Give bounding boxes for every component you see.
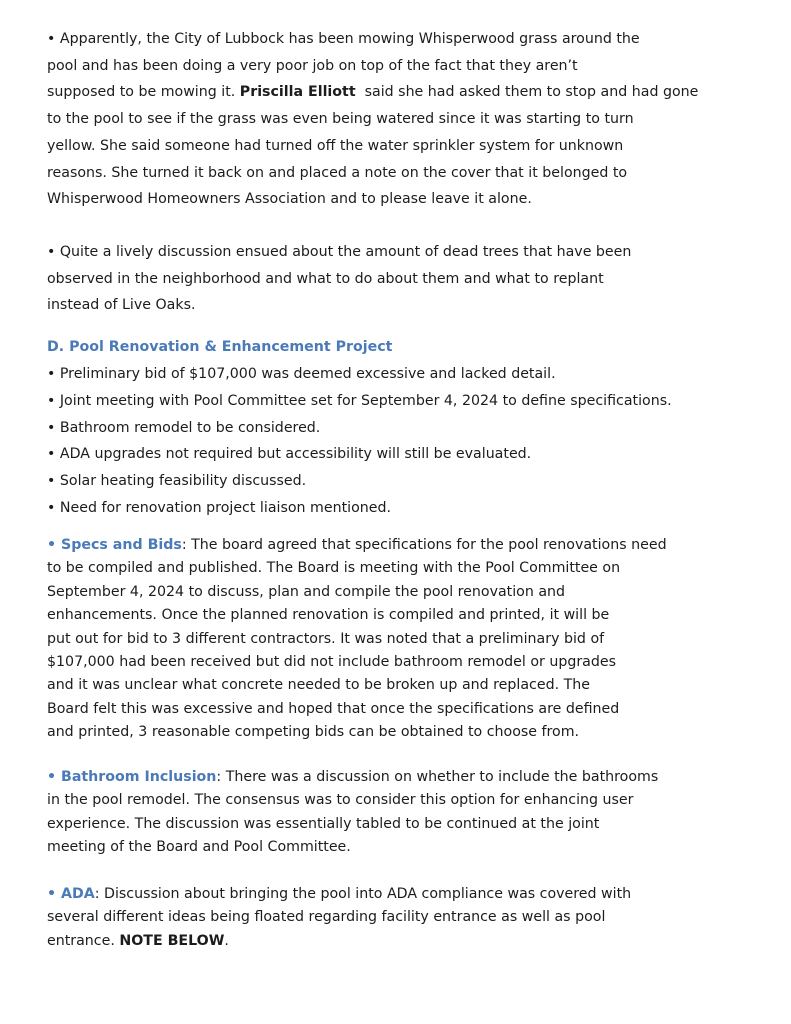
text-line: reasons. She turned it back on and placed a note on the cover that it belonged to bbox=[47, 164, 628, 181]
list-item: • Bathroom remodel to be considered. bbox=[47, 419, 321, 436]
text-line bbox=[47, 930, 631, 953]
text-line: • Apparently, the City of Lubbock has been mowing Whisperwood grass around the bbox=[47, 31, 640, 47]
text-line bbox=[47, 79, 698, 106]
trees-paragraph bbox=[47, 239, 631, 319]
text-line: September 4, 2024 to discuss, plan and compile the pool renovation and bbox=[47, 583, 566, 600]
text-line: and it was unclear what concrete needed to be broken up and replaced. The bbox=[47, 677, 590, 694]
text-line: meeting of the Board and Pool Committee. bbox=[47, 839, 351, 856]
person-name: Priscilla Elliott bbox=[239, 84, 356, 101]
text-run: : Discussion about bringing the pool into ADA compliance was covered with bbox=[94, 886, 632, 902]
text-line: Whisperwood Homeowners Association and to please leave it alone. bbox=[47, 191, 532, 208]
text-line bbox=[47, 883, 631, 906]
text-run: . bbox=[224, 932, 229, 949]
text-line: • Quite a lively discussion ensued about the amount of dead trees that have been bbox=[47, 244, 632, 260]
text-line: yellow. She said someone had turned off the water sprinkler system for unknown bbox=[47, 137, 624, 154]
text-line: Board felt this was excessive and hoped that once the specifications are defined bbox=[47, 700, 620, 717]
list-item: • ADA upgrades not required but accessibility will still be evaluated. bbox=[47, 446, 532, 463]
text-run: : The board agreed that specifications for the pool renovations need bbox=[181, 537, 667, 553]
text-line: to be compiled and published. The Board is meeting with the Pool Committee on bbox=[47, 560, 621, 577]
text-line: pool and has been doing a very poor job on top of the fact that they aren’t bbox=[47, 57, 578, 74]
text-line: several different ideas being floated regarding facility entrance as well as pool bbox=[47, 909, 606, 926]
bathroom-paragraph bbox=[47, 766, 658, 860]
mowing-paragraph bbox=[47, 26, 698, 213]
note-below: NOTE BELOW bbox=[119, 932, 225, 949]
text-line: and printed, 3 reasonable competing bids can be obtained to choose from. bbox=[47, 724, 580, 741]
ada-label: • ADA bbox=[47, 886, 95, 902]
text-line: put out for bid to 3 different contractors. It was noted that a preliminary bid of bbox=[47, 630, 605, 647]
text-line bbox=[47, 766, 658, 789]
text-line: to the pool to see if the grass was even being watered since it was starting to turn bbox=[47, 111, 634, 128]
specs-label: • Specs and Bids bbox=[47, 537, 182, 553]
list-item: • Preliminary bid of $107,000 was deemed excessive and lacked detail. bbox=[47, 366, 556, 382]
text-run: : There was a discussion on whether to include the bathrooms bbox=[216, 769, 659, 785]
text-line: observed in the neighborhood and what to do about them and what to replant bbox=[47, 270, 604, 287]
section-heading: D. Pool Renovation & Enhancement Project bbox=[47, 339, 393, 355]
text-run: supposed to be mowing it. bbox=[47, 84, 240, 101]
bathroom-label: • Bathroom Inclusion bbox=[47, 769, 217, 785]
summary-list bbox=[47, 361, 672, 522]
ada-paragraph bbox=[47, 883, 631, 953]
text-line: experience. The discussion was essentially tabled to be continued at the joint bbox=[47, 815, 600, 832]
text-run: said she had asked them to stop and had gone bbox=[355, 84, 699, 101]
list-item: • Need for renovation project liaison mentioned. bbox=[47, 499, 391, 516]
list-item: • Solar heating feasibility discussed. bbox=[47, 473, 307, 490]
text-line: in the pool remodel. The consensus was to consider this option for enhancing user bbox=[47, 792, 634, 809]
text-line: instead of Live Oaks. bbox=[47, 297, 196, 314]
text-run: entrance. bbox=[47, 932, 120, 949]
text-line bbox=[47, 534, 667, 557]
specs-paragraph bbox=[47, 534, 667, 745]
text-line: $107,000 had been received but did not include bathroom remodel or upgrades bbox=[47, 654, 617, 671]
list-item: • Joint meeting with Pool Committee set for September 4, 2024 to define specifications. bbox=[47, 392, 672, 409]
text-line: enhancements. Once the planned renovation is compiled and printed, it will be bbox=[47, 607, 610, 624]
